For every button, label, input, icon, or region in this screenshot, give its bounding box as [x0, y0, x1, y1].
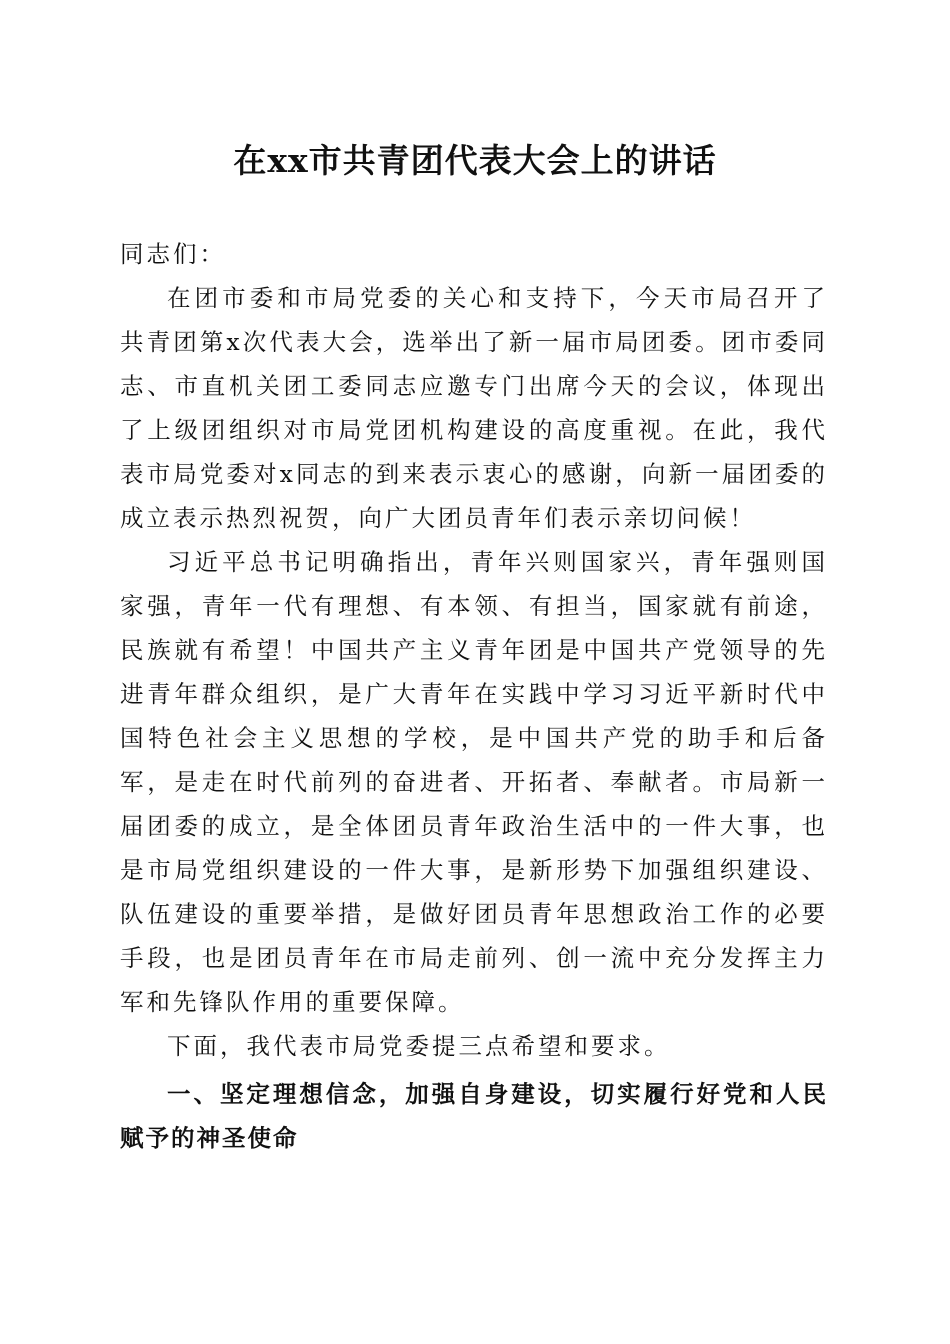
- paragraph-transition: 下面，我代表市局党委提三点希望和要求。: [167, 1032, 671, 1060]
- paragraph-opening: 在团市委和市局党委的关心和支持下，今天市局召开了共青团第x次代表大会，选举出了新一届市局团委。团市委同志、市直机关团工委同志应邀专门出席今天的会议，体现出了上级团组织对市局党团机构建设的高度重视。在此，我代表市局党委对x同志的到来表示衷心的感谢，向新一届团委的成立表示热烈祝贺，向广大团员青年们表示亲切问候！: [120, 284, 828, 532]
- document-body: [120, 232, 828, 1160]
- salutation: 同志们：: [120, 240, 226, 268]
- document-title: 在xx市共青团代表大会上的讲话: [233, 141, 717, 180]
- paragraph-xi-quote: 习近平总书记明确指出，青年兴则国家兴，青年强则国家强，青年一代有理想、有本领、有担当，国家就有前途，民族就有希望！中国共产主义青年团是中国共产党领导的先进青年群众组织，是广大青年在实践中学习习近平新时代中国特色社会主义思想的学校，是中国共产党的助手和后备军，是走在时代前列的奋进者、开拓者、奉献者。市局新一届团委的成立，是全体团员青年政治生活中的一件大事，也是市局党组织建设的一件大事，是新形势下加强组织建设、队伍建设的重要举措，是做好团员青年思想政治工作的必要手段，也是团员青年在市局走前列、创一流中充分发挥主力军和先锋队作用的重要保障。: [120, 548, 828, 1016]
- section-heading-1: 一、坚定理想信念，加强自身建设，切实履行好党和人民赋予的神圣使命: [120, 1080, 828, 1152]
